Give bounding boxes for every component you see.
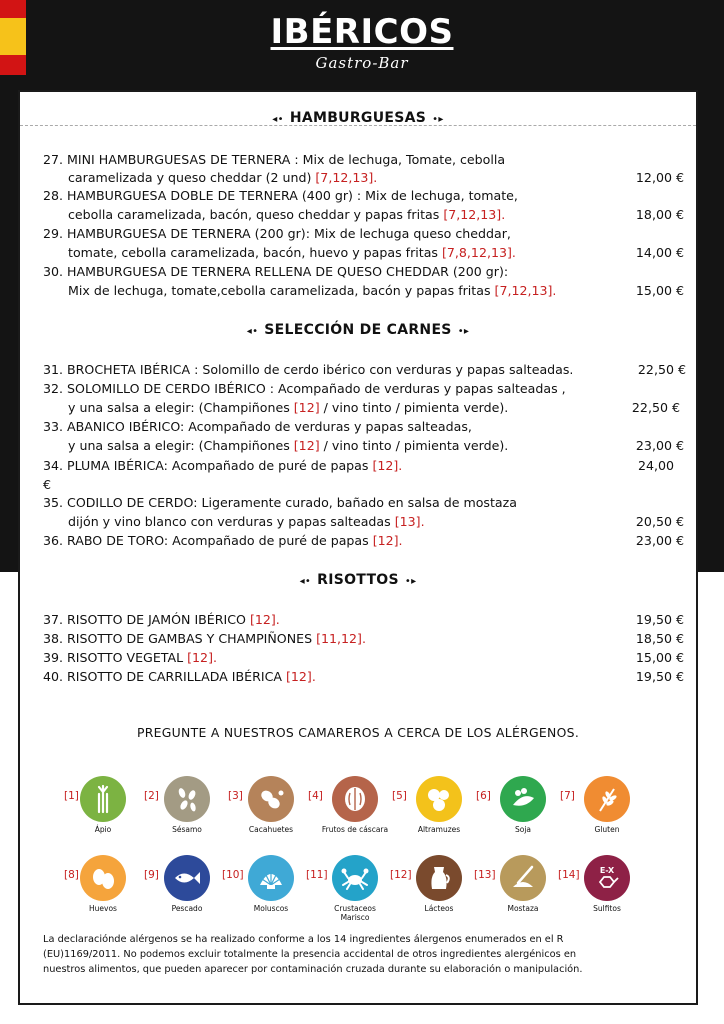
menu-item-36: 36. RABO DE TORO: Acompañado de puré de papas [12]. bbox=[43, 533, 403, 548]
price-29: 14,00 € bbox=[635, 245, 684, 260]
menu-item-28-desc: cebolla caramelizada, bacón, queso cheddar y papas fritas [7,12,13]. bbox=[68, 207, 506, 222]
nut-icon bbox=[332, 776, 378, 822]
menu-item-33-desc: y una salsa a elegir: (Champiñones [12] / vino tinto / pimienta verde). bbox=[68, 438, 509, 453]
menu-item-34: 34. PLUMA IBÉRICA: Acompañado de puré de papas [12]. bbox=[43, 458, 403, 473]
menu-item-37: 37. RISOTTO DE JAMÓN IBÉRICO [12]. bbox=[43, 612, 280, 627]
price-31: 22,50 € bbox=[637, 362, 686, 377]
milk-jug-icon bbox=[416, 855, 462, 901]
wheat-icon bbox=[584, 776, 630, 822]
menu-item-31: 31. BROCHETA IBÉRICA : Solomillo de cerdo ibérico con verduras y papas salteadas. bbox=[43, 362, 574, 377]
soy-icon bbox=[500, 776, 546, 822]
price-32: 22,50 € bbox=[631, 400, 680, 415]
brand-name: IBÉRICOS bbox=[270, 12, 454, 52]
price-30: 15,00 € bbox=[635, 283, 684, 298]
allergen-disclaimer: La declaracióndе alérgenos se ha realizado conforme a los 14 ingredientes álergenos enumerados en el R (EU)1169/2011. No podemos excluir totalmente la presencia accidental de otros ingredientes alergénicos en nuestros alimentos, que pueden aparecer por contaminación cruzada durante su elaboración o manipulación. bbox=[43, 934, 583, 975]
allergen-codes: [7,12,13]. bbox=[443, 207, 506, 222]
allergen-13: [13] Mostaza bbox=[478, 855, 568, 913]
allergen-9: [9] Pescado bbox=[142, 855, 232, 913]
price-28: 18,00 € bbox=[635, 207, 684, 222]
allergen-2: [2] Sésamo bbox=[142, 776, 232, 834]
ornament-left: ◂• bbox=[272, 114, 284, 125]
menu-item-35: 35. CODILLO DE CERDO: Ligeramente curado, bañado en salsa de mostaza bbox=[43, 495, 517, 510]
allergen-5: [5] Altramuzes bbox=[394, 776, 484, 834]
shell-icon bbox=[248, 855, 294, 901]
crab-icon bbox=[332, 855, 378, 901]
svg-text:E-X: E-X bbox=[599, 866, 615, 875]
price-36: 23,00 € bbox=[635, 533, 684, 548]
menu-sheet bbox=[18, 90, 698, 1005]
allergen-3: [3] Cacahuetes bbox=[226, 776, 316, 834]
menu-item-32: 32. SOLOMILLO DE CERDO IBÉRICO : Acompañado de verduras y papas salteadas , bbox=[43, 381, 566, 396]
menu-item-39: 39. RISOTTO VEGETAL [12]. bbox=[43, 650, 217, 665]
section-title-hamburguesas: ◂• HAMBURGUESAS •▸ bbox=[272, 110, 444, 126]
price-33: 23,00 € bbox=[635, 438, 684, 453]
menu-item-38: 38. RISOTTO DE GAMBAS Y CHAMPIÑONES [11,12]. bbox=[43, 631, 366, 646]
price-34: 24,00 bbox=[637, 458, 674, 473]
peanut-icon bbox=[248, 776, 294, 822]
allergen-codes: [7,12,13]. bbox=[315, 170, 378, 185]
price-39: 15,00 € bbox=[635, 650, 684, 665]
price-35: 20,50 € bbox=[635, 514, 684, 529]
price-34-currency: € bbox=[43, 477, 52, 492]
menu-item-33: 33. ABANICO IBÉRICO: Acompañado de verduras y papas salteadas, bbox=[43, 419, 472, 434]
menu-item-40: 40. RISOTTO DE CARRILLADA IBÉRICA [12]. bbox=[43, 669, 316, 684]
section-title-risottos: ◂• RISOTTOS •▸ bbox=[299, 572, 417, 588]
ornament-right: •▸ bbox=[432, 114, 444, 125]
allergen-codes: [7,12,13]. bbox=[494, 283, 557, 298]
menu-item-30: 30. HAMBURGUESA DE TERNERA RELLENA DE QUESO CHEDDAR (200 gr): bbox=[43, 264, 509, 279]
allergen-1: [1] Ápio bbox=[58, 776, 148, 834]
brand-subtitle: Gastro-Bar bbox=[315, 54, 409, 72]
fish-icon bbox=[164, 855, 210, 901]
allergen-12: [12] Lácteos bbox=[394, 855, 484, 913]
menu-item-32-desc: y una salsa a elegir: (Champiñones [12] / vino tinto / pimienta verde). bbox=[68, 400, 509, 415]
allergen-7: [7] Gluten bbox=[562, 776, 652, 834]
allergen-8: [8] Huevos bbox=[58, 855, 148, 913]
allergen-4: [4] Frutos de cáscara bbox=[310, 776, 400, 834]
allergen-codes: [7,8,12,13]. bbox=[441, 245, 516, 260]
menu-item-28: 28. HAMBURGUESA DOBLE DE TERNERA (400 gr) : Mix de lechuga, tomate, bbox=[43, 188, 518, 203]
allergen-10: [10] Moluscos bbox=[226, 855, 316, 913]
price-38: 18,50 € bbox=[635, 631, 684, 646]
brand-header bbox=[0, 12, 724, 72]
price-27: 12,00 € bbox=[635, 170, 684, 185]
mustard-icon bbox=[500, 855, 546, 901]
egg-icon bbox=[80, 855, 126, 901]
menu-item-30-desc: Mix de lechuga, tomate,cebolla caramelizada, bacón y papas fritas [7,12,13]. bbox=[68, 283, 557, 298]
allergen-notice: PREGUNTE A NUESTROS CAMAREROS A CERCA DE LOS ALÉRGENOS. bbox=[136, 725, 580, 740]
price-37: 19,50 € bbox=[635, 612, 684, 627]
allergen-14: [14] E-X Sulfitos bbox=[562, 855, 652, 913]
celery-icon bbox=[80, 776, 126, 822]
sulphite-icon bbox=[584, 855, 630, 901]
lupin-icon bbox=[416, 776, 462, 822]
menu-item-29-desc: tomate, cebolla caramelizada, bacón, huevo y papas fritas [7,8,12,13]. bbox=[68, 245, 516, 260]
menu-item-35-desc: dijón y vino blanco con verduras y papas salteadas [13]. bbox=[68, 514, 425, 529]
menu-item-27: 27. MINI HAMBURGUESAS DE TERNERA : Mix de lechuga, Tomate, cebolla bbox=[43, 152, 506, 167]
menu-item-29: 29. HAMBURGUESA DE TERNERA (200 gr): Mix de lechuga queso cheddar, bbox=[43, 226, 511, 241]
price-40: 19,50 € bbox=[635, 669, 684, 684]
allergen-6: [6] Soja bbox=[478, 776, 568, 834]
menu-item-27-desc: caramelizada y queso cheddar (2 und) [7,12,13]. bbox=[68, 170, 378, 185]
allergen-11: [11] Crustaceos Marisco bbox=[310, 855, 400, 922]
section-title-carnes: ◂• SELECCIÓN DE CARNES •▸ bbox=[246, 322, 470, 338]
sesame-icon bbox=[164, 776, 210, 822]
